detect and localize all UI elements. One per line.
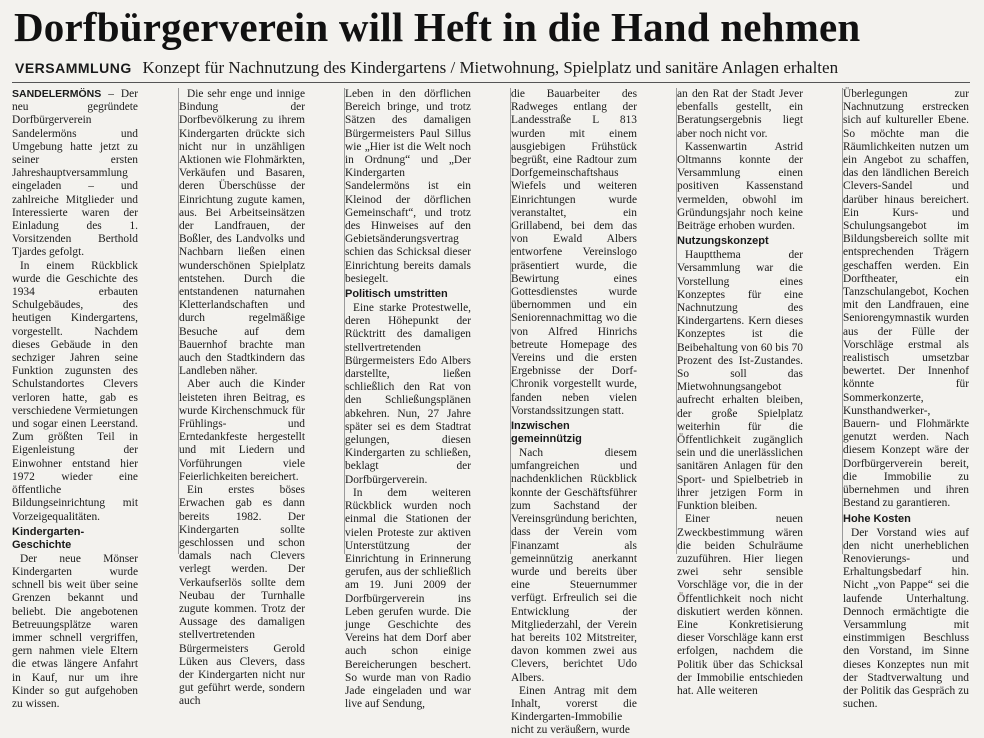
column-4 <box>510 88 637 737</box>
dateline-place: SANDELERMÖNS <box>12 88 102 100</box>
paragraph: Ein erstes böses Erwachen gab es dann bereits 1982. Der Kindergarten sollte geschlossen und schon damals nach Clevers verlegt werden. Der Verkaufserlös sollte dem Neubau der Turnhalle zugute kommen. Trotz der Aussage des damaligen stellvertretenden Bürgermeisters Gerold Lüken aus Clevers, dass der Kindergarten nicht nur gut geführt werde, sondern auch <box>179 484 305 708</box>
paragraph: Aber auch die Kinder leisteten ihren Beitrag, es wurde Kirchenschmuck für Frühlings- und Erntedankfeste hergestellt und mit Liedern und Vorführungen viele Feierlichkeiten bereichert. <box>179 378 305 483</box>
paragraph: Hauptthema der Versammlung war die Vorstellung eines Konzeptes für eine Nachnutzung des Kindergartens. Kern dieses Konzeptes ist die Beibehaltung von 60 bis 70 Prozent des Ist-Zustandes. So soll das Mietwohnungsangebot aufrecht erhalten bleiben, der große Spielplatz weiterhin für die Öffentlichkeit zugänglich sein und die unerlässlichen sanitären Anlagen für den Sport- und Spielbetrieb in ihrer jetzigen Form in Funktion bleiben. <box>677 249 803 513</box>
column-2 <box>178 88 305 708</box>
paragraph: In dem weiteren Rückblick wurden noch einmal die Stationen der vielen Proteste zur aktiven Unterstützung der Einrichtung in Erinnerung gerufen, aus der schließlich am 19. Juni 2009 der Dorfbürgerverein ins Leben gerufen wurde. Die junge Geschichte des Vereins hat dem Dorf aber auch schon einige Bereicherungen beschert. So wurde man von Radio Jade eingeladen und war live auf Sendung, <box>345 486 471 711</box>
subheadline: Konzept für Nachnutzung des Kindergartens / Mietwohnung, Spielplatz und sanitäre Anlagen erhalten <box>142 58 839 77</box>
paragraph: die Bauarbeiter des Radweges entlang der Landesstraße L 813 wurden mit einem ausgiebigen Frühstück begrüßt, eine Radtour zum Dorfgemeinschaftshaus Wiefels und weiteren Einrichtungen wurde veranstaltet, ein Grillabend, bei dem das von Ewald Albers entworfene Vereinslogo präsentiert wurde, die Bewirtung eines Gottesdienstes wurde übernommen und ein Seniorennachmittag wo die von Alfred Hinrichs betreute Homepage des Vereins und die ersten Ergebnisse der Dorf-Chronik vorgestellt wurde, fanden neben vielen Vorstandssitzungen statt. <box>511 88 637 417</box>
paragraph: Nach diesem umfangreichen und nachdenklichen Rückblick konnte der Geschäftsführer zum Sachstand der Vereinsgründung berichten, dass der Verein vom Finanzamt als gemeinnützig anerkannt wurde und bereits über eine Steuernummer verfügt. Erfreulich sei die Entwicklung der Mitgliederzahl, der Verein hat bereits 102 Mitstreiter, davon kommen zwei aus Clevers, berichtet Udo Albers. <box>511 447 637 684</box>
paragraph: Überlegungen zur Nachnutzung erstrecken sich auf kultureller Ebene. So möchte man die Räumlichkeiten nutzen um ein Angebot zu schaffen, das den ländlichen Bereich Clevers-Sandel und darüber hinaus bereichert. Ein Kurs- und Schulungsangebot im Bildungsbereich sollte mit entsprechenden Trägern geschaffen werden. Ein Dorftheater, ein Tanzschulangebot, Kochen mit den Landfrauen, eine Seniorengymnastik wurden aus der Fülle der Vorschläge erstmal als realistisch umsetzbar bewertet. Der Innenhof könnte für Sommerkonzerte, Kunsthandwerker-, Bauern- und Flohmärkte genutzt werden. Nach diesem Konzept wäre der Dorfbürgerverein bereit, die Immobilie zu übernehmen und ihren Bestand zu garantieren. <box>843 88 969 510</box>
paragraph: Der Vorstand wies auf den nicht unerheblichen Renovierungs- und Erhaltungsbedarf hin. Nicht „von Pappe“ sei die laufende Unterhaltung. Dennoch ermächtigte die Versammlung mit einstimmigen Beschluss den Vorstand, im Sinne dieses Konzeptes nun mit der Stadtverwaltung und der Politik das Gespräch zu suchen. <box>843 526 969 711</box>
subheadline-row <box>15 58 838 78</box>
headline: Dorfbürgerverein will Heft in die Hand nehmen <box>14 4 861 50</box>
subheading: Inzwischen gemeinnützig <box>511 420 582 446</box>
paragraph: Die sehr enge und innige Bindung der Dorfbevölkerung zu ihrem Kindergarten drückte sich nicht nur in unzähligen Aktionen wie Flohmärkten, Verkäufen und Basaren, deren Überschüsse der Einrichtung zugute kamen, aus. Bei Arbeitseinsätzen der Landfrauen, der Boßler, des Landvolks und Nachbarn ließen einen wunderschönen Spielplatz entstehen. Durch die entstandenen naturnahen Kletterlandschaften und durch regelmäßige Besuche auf dem Bauernhof brachte man auch den Stadtkindern das Landleben näher. <box>179 88 305 378</box>
subheading: Hohe Kosten <box>843 512 911 525</box>
paragraph: Kassenwartin Astrid Oltmanns konnte der Versammlung einen positiven Kassenstand vermelden, obwohl im Gründungsjahr noch keine Beiträge erhoben wurden. <box>677 140 803 233</box>
subheading: Nutzungskonzept <box>677 235 769 248</box>
section-tag: VERSAMMLUNG <box>15 60 132 76</box>
paragraph <box>12 88 138 260</box>
subheading: Politisch umstritten <box>345 288 448 301</box>
article-body <box>12 88 972 737</box>
header-rule <box>12 82 970 83</box>
paragraph: In einem Rückblick wurde die Geschichte des 1934 erbauten Schulgebäudes, des heutigen Kindergartens, vorgestellt. Nachdem dieses Gebäude in den sechziger Jahren seine Funktion zugunsten des Schulstandortes Clevers verloren hatte, gab es verschiedene Vermietungen und sogar einen Leerstand. Zum größten Teil in Eigenleistung der Einwohner entstand hier 1972 wieder eine öffentliche Bildungseinrichtung mit Vorzeigequalitäten. <box>12 259 138 523</box>
paragraph: Eine starke Protestwelle, deren Höhepunkt der Rücktritt des damaligen stellvertretenden Bürgermeisters Edo Albers darstellte, ließen schließlich den Rat von den Schließungsplänen abkehren. Nun, 27 Jahre später sei es dem Stadtrat gelungen, diesen Kindergarten zu schließen, beklagt der Dorfbürgerverein. <box>345 302 471 486</box>
paragraph: Einen Antrag mit dem Inhalt, vorerst die Kindergarten-Immobilie nicht zu veräußern, wurde <box>511 684 637 737</box>
paragraph: Einer neuen Zweckbestimmung wären die beiden Schulräume zuzuführen. Hier liegen zwei sehr sensible Vorschläge vor, die in der Öffentlichkeit noch nicht diskutiert werden können. Eine Konkretisierung dieser Vorschläge kann erst erfolgen, nachdem die Politik über das Schicksal der Immobilie entschieden hat. Alle weiteren <box>677 513 803 697</box>
paragraph: Leben in den dörflichen Bereich bringe, und trotz Sätzen des damaligen Bürgermeisters Paul Sillus wie „Hier ist die Welt noch in Ordnung“ und „Der Kindergarten Sandelermöns ist ein Kleinod der dörflichen Gemeinschaft“, und trotz des Hinweises auf den Gebietsänderungsvertrag schien das Schicksal dieser Einrichtung bereits damals besiegelt. <box>345 88 471 285</box>
paragraph: an den Rat der Stadt Jever ebenfalls gestellt, ein Beratungsergebnis liegt aber noch nicht vor. <box>677 88 803 140</box>
paragraph: Der neue Mönser Kindergarten wurde schnell bis weit über seine Grenzen bekannt und beliebt. Die angebotenen Betreuungsplätze waren immer schnell vergriffen, gern nahmen viele Eltern die etwas längere Anfahrt in Kauf, nur um ihre Kinder so gut aufgehoben zu wissen. <box>12 552 138 710</box>
column-5 <box>676 88 803 697</box>
subheading: Kindergarten-Geschichte <box>12 525 85 551</box>
column-6 <box>842 88 969 711</box>
paragraph-text: – Der neu gegründete Dorfbürgerverein Sandelermöns und Umgebung hatte jetzt zu seiner ersten Jahreshauptversammlung eingeladen – und zahlreiche Mitglieder und Interessierte waren der Einladung des 1. Vorsitzenden Berthold Tjardes gefolgt. <box>12 88 138 259</box>
column-3 <box>344 88 471 711</box>
column-1 <box>12 88 138 710</box>
